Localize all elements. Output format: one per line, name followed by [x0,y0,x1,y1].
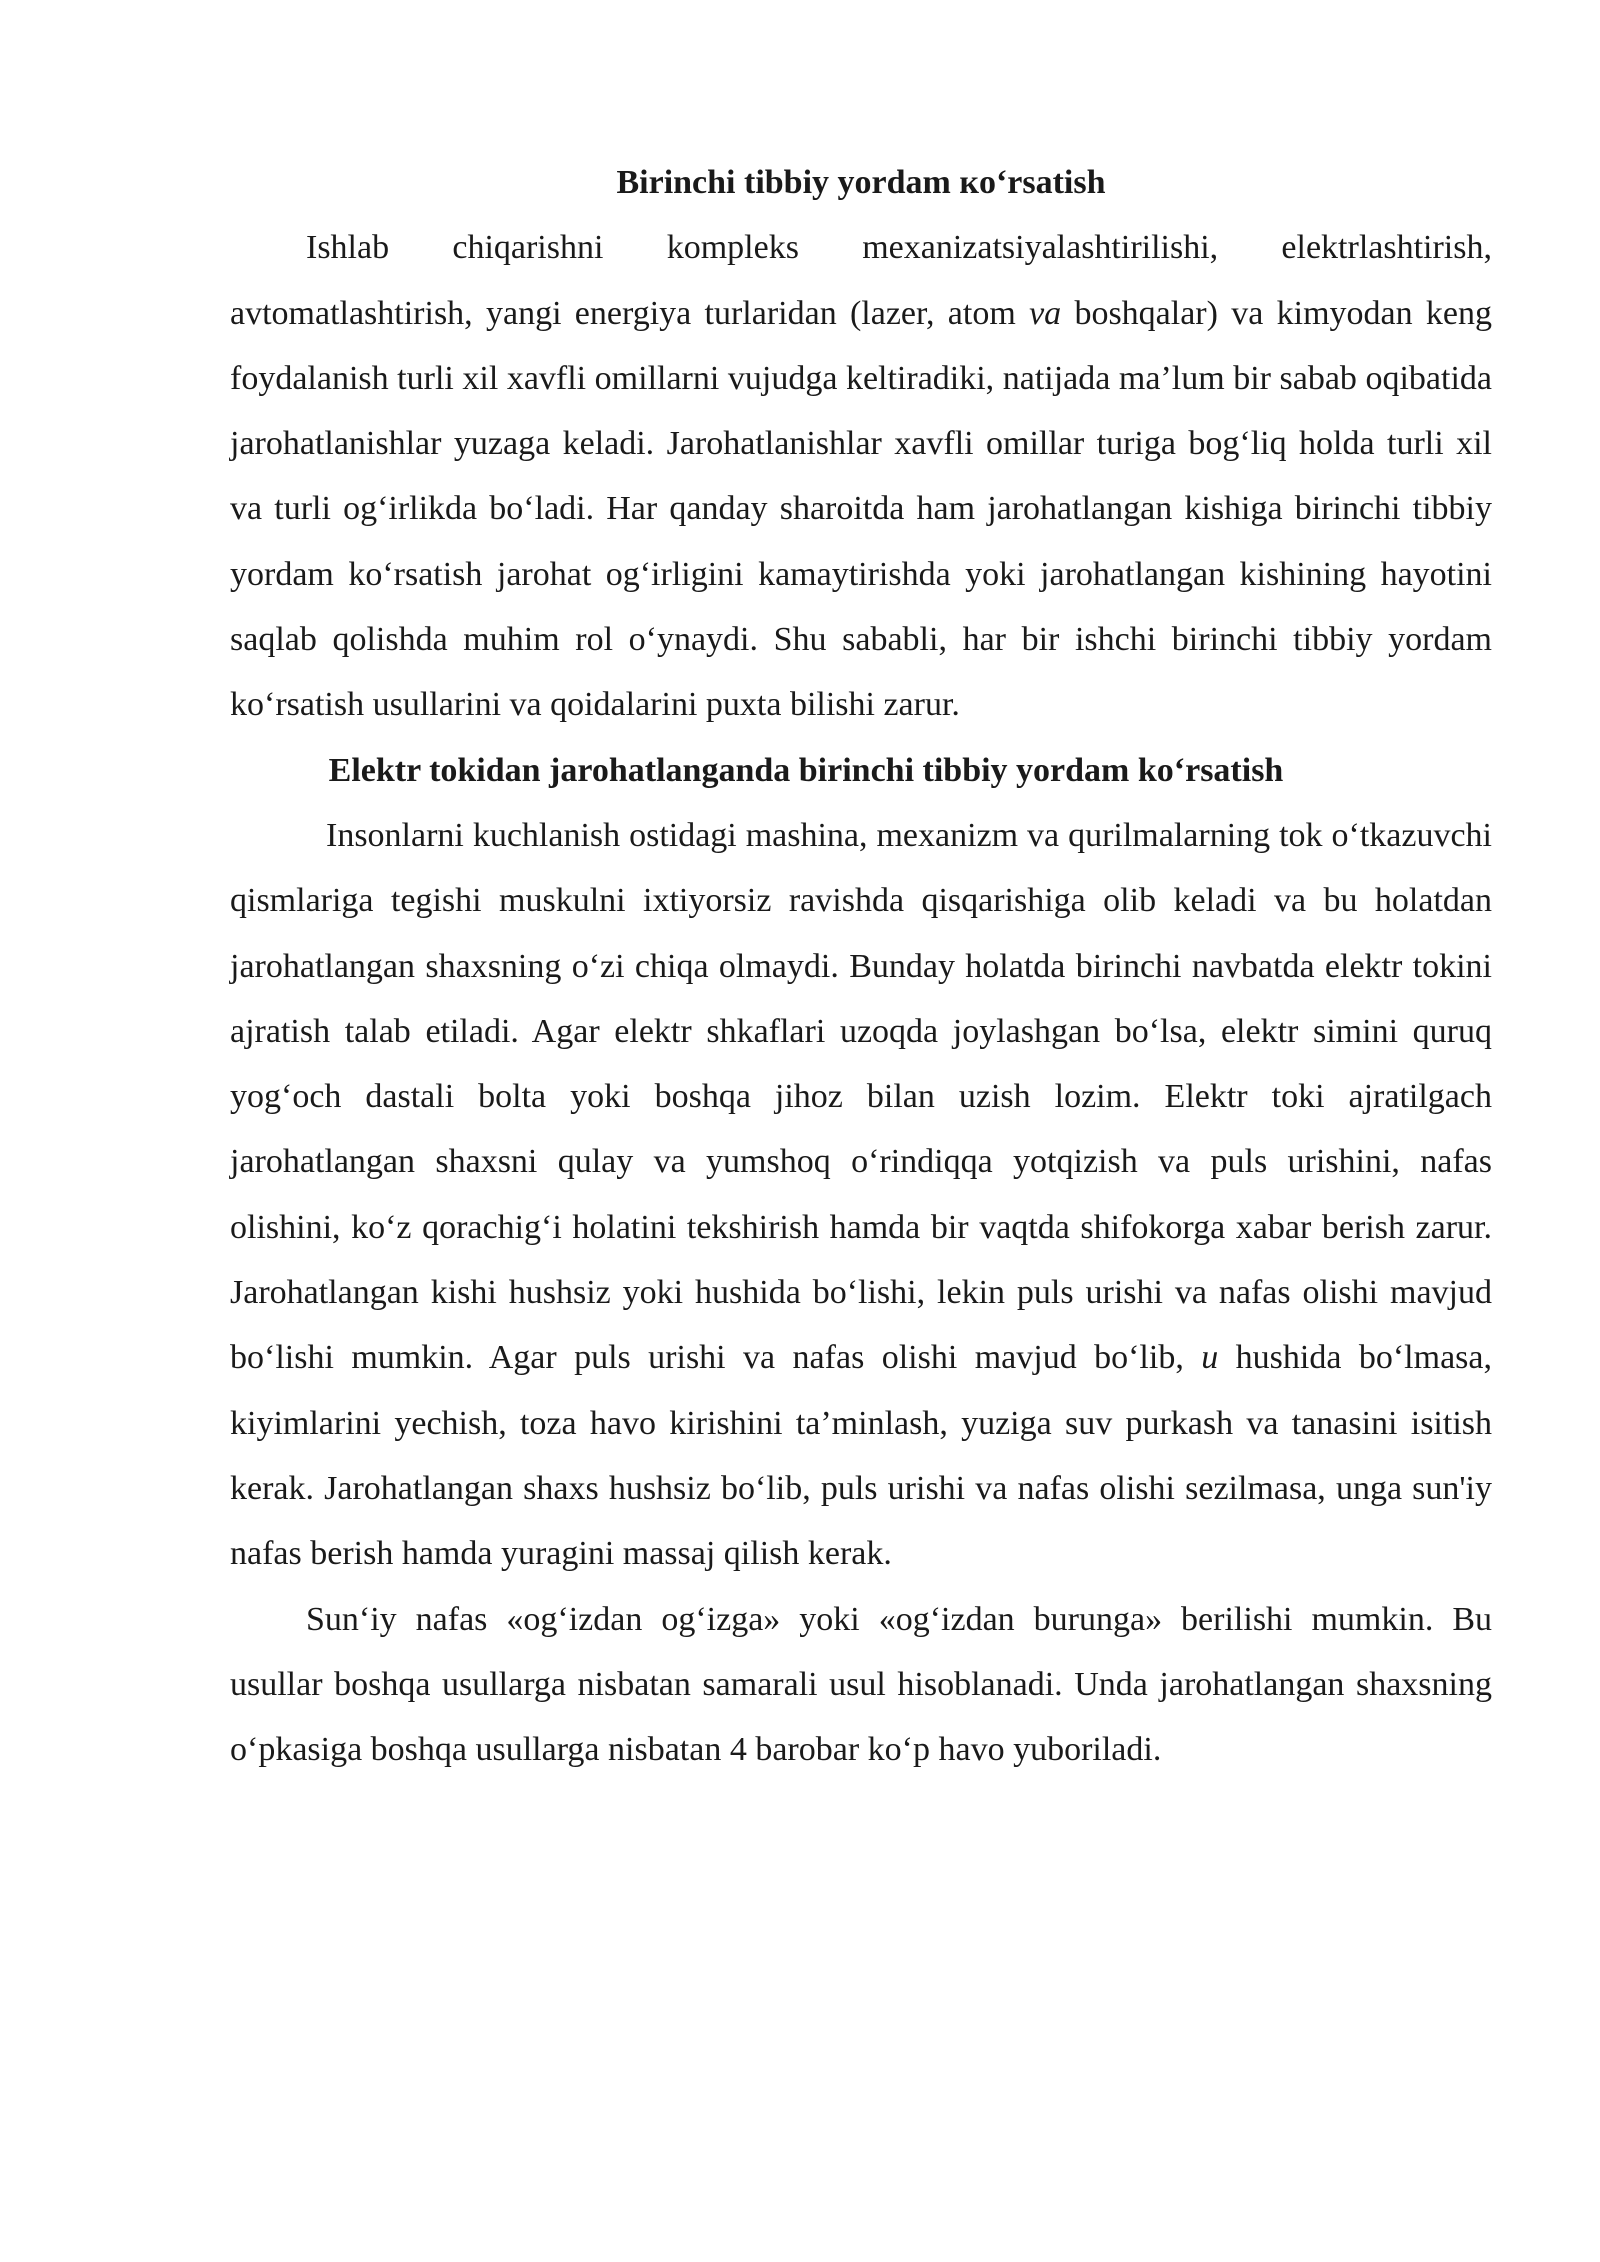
section-paragraph-text-2: hushida bo‘lmasa, kiyimlarini yechish, toza havo kirishini ta’minlash, yuziga suv purkash va tanasini isitish kerak. Jarohatlangan shaxs hushsiz bo‘lib, puls urishi va nafas olishi sezilmasa, unga sun'iy nafas berish hamda yuragini massaj qilish kerak. [230,1339,1492,1573]
intro-paragraph-text-2: boshqalar) va kimyodan keng foydalanish turli xil xavfli omillarni vujudga keltiradiki, natijada ma’lum bir sabab oqibatida jarohatlanishlar yuzaga keladi. Jarohatlanishlar xavfli omillar turiga bog‘liq holda turli xil va turli og‘irlikda bo‘ladi. Har qanday sharoitda ham jarohatlangan kishiga birinchi tibbiy yordam ko‘rsatish jarohat og‘irligini kamaytirishda yoki jarohatlangan kishining hayotini saqlab qolishda muhim rol o‘ynaydi. Shu sababli, har bir ishchi birinchi tibbiy yordam ko‘rsatish usullarini va qoidalarini puxta bilishi zarur. [230,294,1493,724]
section-paragraph-italic: u [1201,1339,1219,1377]
section-paragraph [230,803,1492,1587]
document-page [230,150,1492,1782]
intro-paragraph [230,215,1492,737]
section-paragraph-text-1: Insonlarni kuchlanish ostidagi mashina, mexanizm va qurilmalarning tok o‘tkazuvchi qismlariga tegishi muskulni ixtiyorsiz ravishda qisqarishiga olib keladi va bu holatdan jarohatlangan shaxsning o‘zi chiqa olmaydi. Bunday holatda birinchi navbatda elektr tokini ajratish talab etiladi. Agar elektr shkaflari uzoqda joylashgan bo‘lsa, elektr simini quruq yog‘och dastali bolta yoki boshqa jihoz bilan uzish lozim. Elektr toki ajratilgach jarohatlangan shaxsni qulay va yumshoq o‘rindiqqa yotqizish va puls urishini, nafas olishini, ko‘z qorachig‘i holatini tekshirish hamda bir vaqtda shifokorga xabar berish zarur. Jarohatlangan kishi hushsiz yoki hushida bo‘lishi, lekin puls urishi va nafas olishi mavjud bo‘lishi mumkin. Agar puls urishi va nafas olishi mavjud bo‘lib, [230,816,1492,1377]
intro-paragraph-text-1: Ishlab chiqarishni kompleks mexanizatsiyalashtirilishi, elektrlashtirish, avtomatlashtirish, yangi energiya turlaridan (lazer, atom [230,229,1492,332]
final-paragraph: Sun‘iy nafas «og‘izdan og‘izga» yoki «og‘izdan burunga» berilishi mumkin. Bu usullar boshqa usullarga nisbatan samarali usul hisoblanadi. Unda jarohatlangan shaxsning o‘pkasiga boshqa usullarga nisbatan 4 barobar ko‘p havo yuboriladi. [230,1600,1492,1769]
document-title: Birinchi tibbiy yordam кo‘rsatish [616,164,1106,201]
intro-paragraph-italic: va [1029,294,1062,332]
section-heading: Elektr tokidan jarohatlanganda birinchi tibbiy yordam ko‘rsatish [328,751,1284,789]
